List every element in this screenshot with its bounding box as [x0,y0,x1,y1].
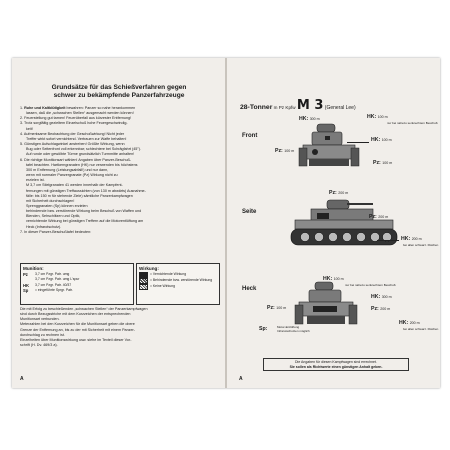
front-hk-300: HK: 300 m [299,116,320,122]
bottom-notes [20,307,218,348]
front-pz-100-left: Pz: 100 m [275,148,295,154]
front-hk-100-top: HK: 100 m [367,114,388,120]
front-hk-100: HK: 100 m [371,137,392,143]
munition-row: 3,7 cm Pzgr. Patr. umg L'spur [35,277,80,282]
front-pz-100-right: Pz: 100 m [373,160,393,166]
rear-sp-note: Motor-Entlüftung Infrarotschutzen möglich [277,325,310,333]
rule-line: Sprenggranaten (Sp) können erzielen [26,203,88,208]
side-hk-note: bei allen schwarz. Flächen [403,243,439,247]
front-hk-note: nur bei nahezu senkrechtem Beschuß [387,121,438,125]
note-line: Die mit Erfolg zu beschießenden „schwachen Stellen“ der Panzerkampfwagen [20,307,148,311]
rule-line: mit Sicherheit durchschlagen! [26,198,75,203]
page-mark: A [239,376,243,382]
rule-line: Auf runde oder gewölbte Türme grundsätzlich Turmmitte anhalten! [26,152,135,157]
view-label-side: Seite [242,209,257,215]
page-title [22,84,216,100]
view-label-front: Front [242,133,258,139]
rear-hk-100: HK: 100 m [323,276,344,282]
rules-list [20,106,218,235]
page-caption: Die Angaben für diesen Kampfwagen sind errechnet. Sie sollen als Richtwerte einen günstigen Anhalt geben. [263,358,409,371]
rule-line: 300 m Entfernung (Leistungsabfall!) und nur dann, [26,167,109,172]
rule-line: Heck (Infrarotschutz). [26,224,62,229]
page-mark: A [20,376,24,382]
wirkung-row: = Behindernde bzw. zerstörende Wirkung [139,278,219,284]
rule-line: fälle: bis 150 m für stehende Ziele) sämtliche Panzerkampfwagen [26,193,133,198]
munition-legend [20,263,134,305]
note-line: Einzelheiten über Munitionswirkung usw. siehe im Texteil dieser Vor- [20,337,132,342]
rule-line: 1. Ruhe und Kaltblütigkeit bewahren: Panzer so nahe herankommen [20,106,136,110]
side-hk-200: HK: 200 m [401,236,422,242]
side-pz-200-top: Pz: 200 m [329,190,349,196]
tank-front-icon [295,122,365,172]
note-line: Munitionsart verbunden. [20,317,60,322]
wirkung-row: = Vernichtende Wirkung [139,272,219,278]
tank-title: 28-Tonner m Pz Kpfw M 3 (General Lee) [240,98,356,113]
view-label-rear: Heck [242,286,257,292]
swatch-icon [139,284,148,290]
wirkung-header: Wirkung: [139,265,159,271]
note-line: durchschlag zu rechnen ist. [20,332,65,337]
rule-line: M 3,7 cm Stielgranaten 41 werden innerhalb der Kampfent- [26,183,123,188]
wirkung-legend [136,263,220,305]
rule-line: tafel beachten. Hartkerngranaten (HK) nur verwenden bis höchstens [26,162,138,167]
rule-line: Bug oder Seitenfront voll erkennbar; schlechtere bei Schrägfahrt (45°). [26,147,142,152]
note-line: schrift (H. Dv. 469/3 a). [20,343,58,348]
rule-line: 5. Günstigen Aufschlagwinkel anstreben! Größte Wirkung, wenn [20,142,125,147]
rule-line: 4. Aufmerksame Beobachtung der Geschoßwirkung! Nicht jeder [20,131,125,136]
pointer-line [347,142,369,143]
pointer-line [377,240,399,241]
rear-hk-300: HK: 300 m [371,294,392,300]
rule-line: 3. Trotz sorgfältig gezieltem Einzelschuß hohe Feuergeschwindig- [20,121,128,126]
rear-hk-200: HK: 200 m [399,320,420,326]
title-line-1: Grundsätze für das Schießverfahren gegen [51,84,187,91]
rule-line: wenn mit normaler Panzergranate (Pz) Wirkung nicht zu [26,173,118,178]
wirkung-row: = Keine Wirkung [139,284,219,290]
title-line-2: schwer zu bekämpfende Panzerfahrzeuge [53,92,185,99]
rear-pz-100: Pz: 100 m [267,305,287,311]
rule-line: 2. Feuerstellung gut tarnen! Feuerüberfall aus kürzester Entfernung! [20,116,132,121]
rule-line: behindernde bzw. zerstörende Wirkung beim Beschuß von Waffen und [26,209,142,214]
munition-row: Sp = eingeführte Sprgr. Patr. [23,288,73,294]
booklet-spread [12,58,440,388]
rear-pz-200: Pz: 200 m [371,306,391,312]
tank-side-icon [289,198,399,250]
munition-row: HK 3,7 cm Pzgr. Patr. 40/37 [23,282,72,288]
side-pz-200: Pz: 200 m [369,214,389,220]
rule-line: Treffer wirkt sofort vernichtend. Vertrauen zur Waffe behalten! [26,136,127,141]
rear-sp: Sp: [259,326,268,332]
note-line: Meterzahlen bei den Kurzzeichen für die Munitionsart geben die obere [20,322,135,327]
rule-line: vernichtende Wirkung bei günstigen Treffern auf die Motorentlüftung am [26,219,144,224]
munition-header: Munition: [23,265,44,271]
right-page [227,58,440,388]
rule-line: erzielen ist. [26,178,45,183]
note-line: sind durch Bezugsstriche mit dem Kurzzeichen der entsprechenden [20,312,131,317]
rule-line: keit! [26,126,33,131]
left-page [12,58,224,388]
rule-line: 7. In dieser Panzer-Beschußtafel bedeuten: [20,229,92,234]
rear-hk-note: nur bei nahezu senkrechtem Beschuß [345,283,396,287]
rear-hk-note-2: bei allen schwarz. Flächen [403,327,439,331]
rule-line: Blenden, Sehschlitzen und Optik, [26,214,81,219]
munition-row: Pz 3,7 cm Pzgr. Patr. umg [23,271,70,277]
note-line: Grenze der Entfernung an, bis zu der mit Sicherheit mit einem Panzer- [20,327,135,332]
rule-line: 6. Die richtige Munitionsart wählen! Angaben über Panzer-Beschuß- [20,157,132,162]
rule-line: lassen, daß die „schwachen Stellen“ ausgemacht werden können! [26,111,134,116]
rule-line: fernungen mit günstigen Treffaussichten (von 130 m abwärts) Ausnahme- [26,188,146,193]
